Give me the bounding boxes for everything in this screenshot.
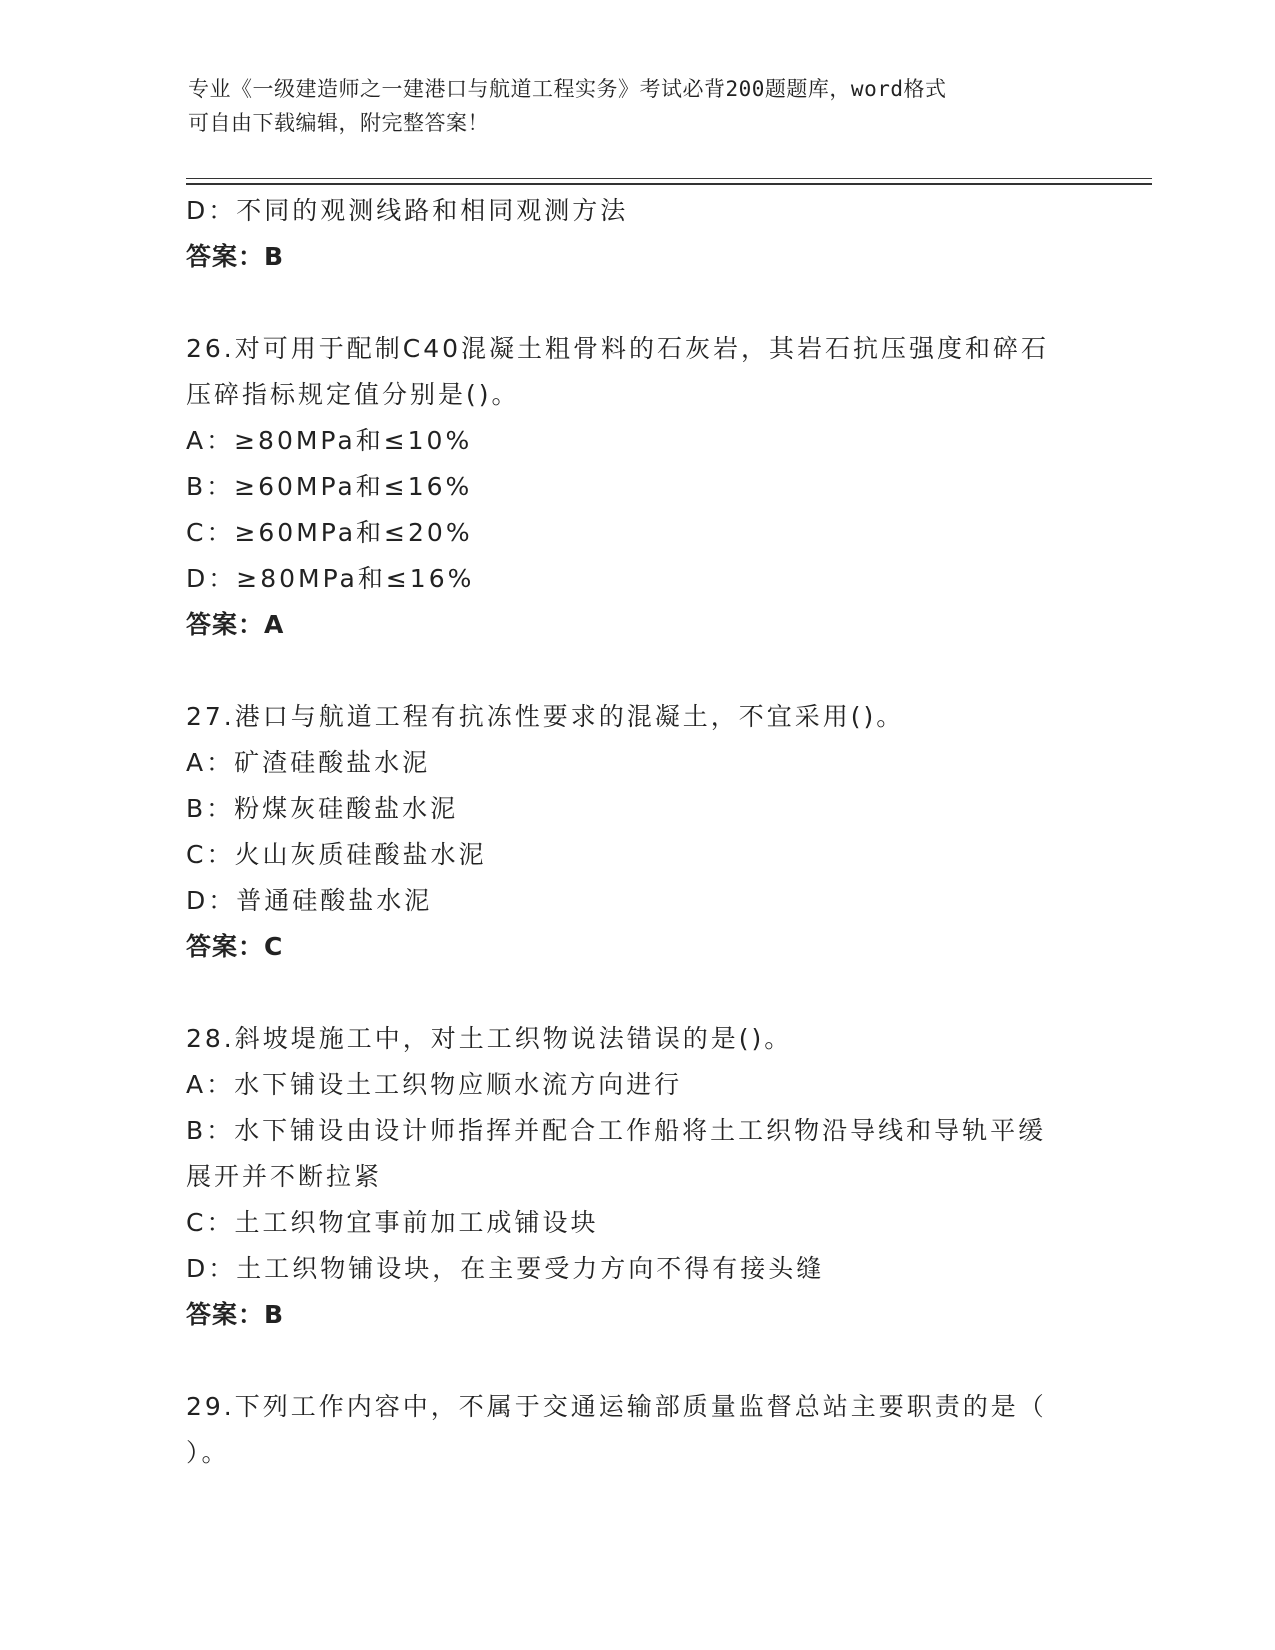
option-b: B：水下铺设由设计师指挥并配合工作船将土工织物沿导线和导轨平缓	[186, 1116, 1047, 1145]
option-c: C：土工织物宜事前加工成铺设块	[186, 1208, 599, 1237]
option-c: C：≥60MPa和≤20%	[186, 518, 473, 547]
option-d: D：土工织物铺设块，在主要受力方向不得有接头缝	[186, 1254, 825, 1283]
option-a: A：矿渣硅酸盐水泥	[186, 748, 431, 777]
option-b: B：≥60MPa和≤16%	[186, 472, 473, 501]
question-stem: 压碎指标规定值分别是()。	[186, 380, 520, 409]
header-divider-thick	[186, 183, 1152, 185]
option-b: B：粉煤灰硅酸盐水泥	[186, 794, 459, 823]
option-d: D：不同的观测线路和相同观测方法	[186, 196, 629, 225]
option-a: A：≥80MPa和≤10%	[186, 426, 473, 455]
answer: 答案：C	[186, 932, 284, 961]
option-d: D：≥80MPa和≤16%	[186, 564, 475, 593]
header-divider-thin	[186, 178, 1152, 179]
answer: 答案：A	[186, 610, 285, 639]
question-stem: 26.对可用于配制C40混凝土粗骨料的石灰岩，其岩石抗压强度和碎石	[186, 334, 1050, 363]
answer: 答案：B	[186, 1300, 285, 1329]
question-stem: 28.斜坡堤施工中，对土工织物说法错误的是()。	[186, 1024, 793, 1053]
document-header	[188, 72, 1088, 140]
header-title-line-2: 可自由下载编辑，附完整答案！	[188, 111, 489, 135]
question-27	[186, 694, 1086, 970]
question-stem: 27.港口与航道工程有抗冻性要求的混凝土，不宜采用()。	[186, 702, 905, 731]
question-list	[186, 188, 1086, 1476]
option-b-continued: 展开并不断拉紧	[186, 1162, 383, 1191]
question-stem: ）。	[186, 1438, 230, 1467]
question-25-tail	[186, 188, 1086, 280]
header-title-line-1: 专业《一级建造师之一建港口与航道工程实务》考试必背200题题库，word格式	[188, 77, 947, 101]
question-29	[186, 1384, 1086, 1476]
option-c: C：火山灰质硅酸盐水泥	[186, 840, 487, 869]
question-26	[186, 326, 1086, 648]
answer: 答案：B	[186, 242, 285, 271]
question-stem: 29.下列工作内容中，不属于交通运输部质量监督总站主要职责的是（	[186, 1392, 1047, 1421]
option-a: A：水下铺设土工织物应顺水流方向进行	[186, 1070, 683, 1099]
question-28	[186, 1016, 1086, 1338]
option-d: D：普通硅酸盐水泥	[186, 886, 433, 915]
